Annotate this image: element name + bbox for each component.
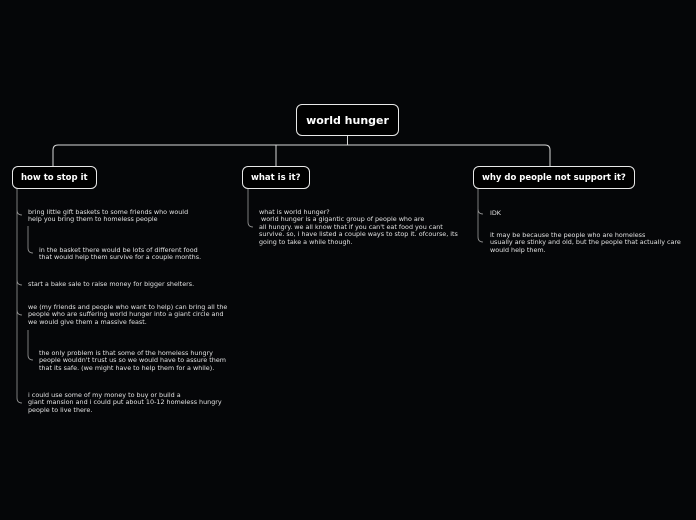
note-what-is-world-hunger[interactable]: what is world hunger? world hunger is a gigantic group of people who are all hungry. we all know that if you can't eat food you cant survive. so, i have listed a couple ways to stop it. ofcourse, its going to take a while though. [259, 208, 458, 246]
branch-why-not-support[interactable] [473, 166, 635, 189]
branch-what-is-it[interactable] [242, 166, 310, 189]
note-gift-baskets[interactable]: bring little gift baskets to some friends who would help you bring them to homeless people [28, 208, 189, 224]
subnote-connector-1 [28, 226, 33, 253]
branch-label: how to stop it [21, 172, 88, 183]
note-bake-sale[interactable]: start a bake sale to raise money for bigger shelters. [28, 280, 195, 288]
branch-why-connector [478, 188, 483, 242]
branch-label: what is it? [251, 172, 301, 183]
branch-label: why do people not support it? [482, 172, 626, 183]
root-node[interactable] [296, 104, 399, 136]
note-mansion[interactable]: i could use some of my money to buy or build a giant mansion and i could put about 10-12 homeless hungry people to live there. [28, 391, 222, 414]
branch-how-connector [17, 188, 22, 403]
subnote-connector-2 [28, 330, 33, 360]
note-idk[interactable]: IDK [490, 209, 501, 217]
branch-what-connector [248, 188, 253, 227]
branch-how-to-stop-it[interactable] [12, 166, 97, 189]
root-connector [53, 136, 550, 166]
root-label: world hunger [306, 113, 389, 127]
note-giant-feast[interactable]: we (my friends and people who want to help) can bring all the people who are suffering world hunger into a giant circle and we would give them a massive feast. [28, 303, 228, 326]
note-trust-problem[interactable]: the only problem is that some of the homeless hungry people wouldn't trust us so we would have to assure them that its safe. (we might have to help them for a while). [39, 349, 226, 372]
note-basket-food[interactable]: in the basket there would be lots of different food that would help them survive for a couple months. [39, 246, 202, 262]
note-stinky-and-old[interactable]: it may be because the people who are homeless usually are stinky and old, but the people that actually care would help them. [490, 231, 681, 254]
